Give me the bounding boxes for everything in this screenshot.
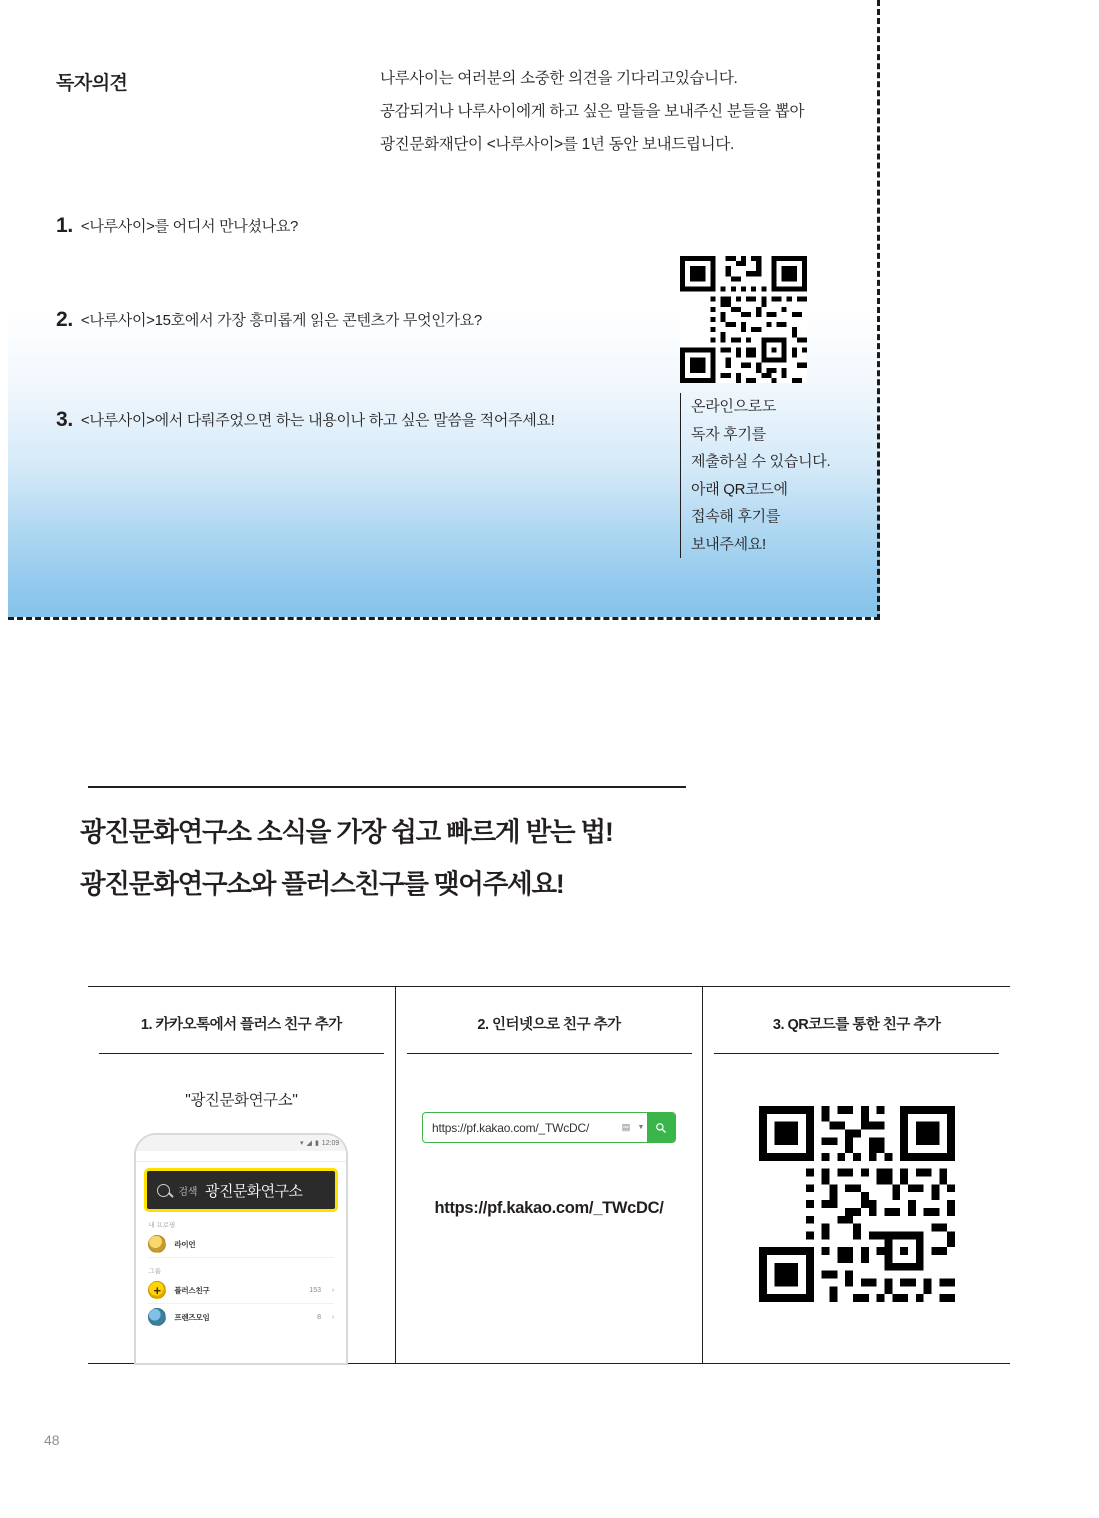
reader-intro-line-2: 공감되거나 나루사이에게 하고 싶은 말들을 보내주신 분들을 뽑아 bbox=[380, 103, 805, 120]
list-item-label: 플러스친구 bbox=[174, 1285, 210, 1295]
qr-code-icon bbox=[759, 1106, 955, 1302]
chevron-right-icon: › bbox=[331, 1286, 335, 1294]
search-go-button[interactable] bbox=[647, 1113, 675, 1142]
question-3-number: 3. bbox=[56, 408, 73, 431]
step-1-title: 1. 카카오톡에서 플러스 친구 추가 bbox=[140, 1017, 342, 1033]
search-icon bbox=[157, 1184, 170, 1197]
reader-intro bbox=[380, 62, 860, 161]
question-3 bbox=[56, 408, 676, 432]
step-2-title: 2. 인터넷으로 친구 추가 bbox=[477, 1017, 621, 1033]
reader-qr-caption-line-5: 접속해 후기를 bbox=[691, 508, 781, 525]
search-icon bbox=[655, 1122, 667, 1134]
step-qr-add bbox=[702, 987, 1010, 1363]
question-1-text: <나루사이>를 어디서 만나셨나요? bbox=[80, 218, 299, 235]
plus-friend-heading bbox=[80, 806, 880, 910]
reader-qr-caption-line-2: 독자 후기를 bbox=[691, 425, 766, 443]
reader-qr-caption-line-6: 보내주세요! bbox=[691, 535, 766, 553]
reader-survey-qr-code[interactable] bbox=[680, 256, 807, 383]
phone-status-bar bbox=[136, 1135, 346, 1151]
browser-url-bar[interactable] bbox=[422, 1112, 676, 1143]
profile-section-label: 내 프로필 bbox=[148, 1222, 176, 1229]
list-item-label: 라이언 bbox=[174, 1239, 196, 1249]
reader-intro-line-1: 나루사이는 여러분의 소중한 의견을 기다리고있습니다. bbox=[380, 70, 738, 87]
status-time: 12:09 bbox=[321, 1139, 340, 1147]
keyboard-icon[interactable]: ▤ bbox=[621, 1122, 631, 1132]
question-3-text: <나루사이>에서 다뤄주었으면 하는 내용이나 하고 싶은 말씀을 적어주세요! bbox=[80, 412, 555, 429]
step-3-title: 3. QR코드를 통한 친구 추가 bbox=[772, 1017, 941, 1033]
reader-qr-caption-line-3: 제출하실 수 있습니다. bbox=[691, 453, 831, 470]
plus-heading-line-1: 광진문화연구소 소식을 가장 쉽고 빠르게 받는 법! bbox=[80, 817, 613, 847]
plus-friend-url-text: https://pf.kakao.com/_TWcDC/ bbox=[434, 1199, 664, 1217]
step-2-divider bbox=[407, 1053, 692, 1054]
plus-friend-avatar-icon bbox=[148, 1281, 166, 1299]
reader-qr-caption-line-4: 아래 QR코드에 bbox=[691, 480, 788, 498]
plus-heading-line-2: 광진문화연구소와 플러스친구를 맺어주세요! bbox=[80, 869, 564, 899]
step-1-search-quote: "광진문화연구소" bbox=[185, 1092, 298, 1109]
qr-code-icon bbox=[680, 256, 807, 383]
battery-icon: ▮ bbox=[314, 1140, 319, 1147]
kakaotalk-search-input[interactable] bbox=[144, 1168, 338, 1212]
phone-top-bar bbox=[136, 1151, 346, 1162]
section-divider-top bbox=[88, 786, 686, 788]
reader-intro-line-3: 광진문화재단이 <나루사이>를 1년 동안 보내드립니다. bbox=[380, 136, 734, 153]
list-item-label: 프렌즈모임 bbox=[174, 1312, 210, 1322]
step-internet-add bbox=[395, 987, 703, 1363]
group-section-label: 그룹 bbox=[148, 1268, 161, 1275]
plus-friend-qr-code[interactable] bbox=[759, 1106, 955, 1302]
lion-avatar-icon bbox=[148, 1235, 166, 1253]
page-title: 독자의견 bbox=[56, 73, 128, 94]
question-2 bbox=[56, 308, 676, 332]
question-1 bbox=[56, 214, 676, 238]
list-item[interactable] bbox=[136, 1231, 346, 1257]
list-item-count: 8 bbox=[317, 1313, 321, 1321]
reader-qr-caption bbox=[680, 393, 880, 558]
chevron-right-icon: › bbox=[331, 1313, 335, 1321]
list-item-count: 153 bbox=[309, 1286, 321, 1294]
plus-friend-steps bbox=[88, 986, 1010, 1364]
question-2-number: 2. bbox=[56, 308, 73, 331]
signal-icon: ◢ bbox=[306, 1140, 312, 1147]
chevron-down-icon[interactable]: ▼ bbox=[637, 1124, 645, 1131]
friends-avatar-icon bbox=[148, 1308, 166, 1326]
list-divider bbox=[148, 1257, 334, 1258]
reader-qr-caption-line-1: 온라인으로도 bbox=[691, 398, 777, 415]
list-item[interactable] bbox=[136, 1277, 346, 1303]
wifi-icon: ▾ bbox=[300, 1140, 304, 1147]
search-placeholder-label: 검색 bbox=[178, 1186, 198, 1198]
list-item[interactable] bbox=[136, 1304, 346, 1330]
question-1-number: 1. bbox=[56, 214, 73, 237]
reader-opinion-panel bbox=[8, 0, 880, 620]
phone-mockup bbox=[134, 1133, 348, 1365]
step-1-divider bbox=[99, 1053, 384, 1054]
page-number: 48 bbox=[44, 1432, 60, 1448]
step-kakaotalk-add bbox=[88, 987, 395, 1363]
question-2-text: <나루사이>15호에서 가장 흥미롭게 읽은 콘텐츠가 무엇인가요? bbox=[80, 312, 482, 329]
url-input-value[interactable]: https://pf.kakao.com/_TWcDC/ bbox=[432, 1120, 590, 1135]
search-keyword-value: 광진문화연구소 bbox=[205, 1182, 303, 1200]
step-3-divider bbox=[714, 1053, 999, 1054]
